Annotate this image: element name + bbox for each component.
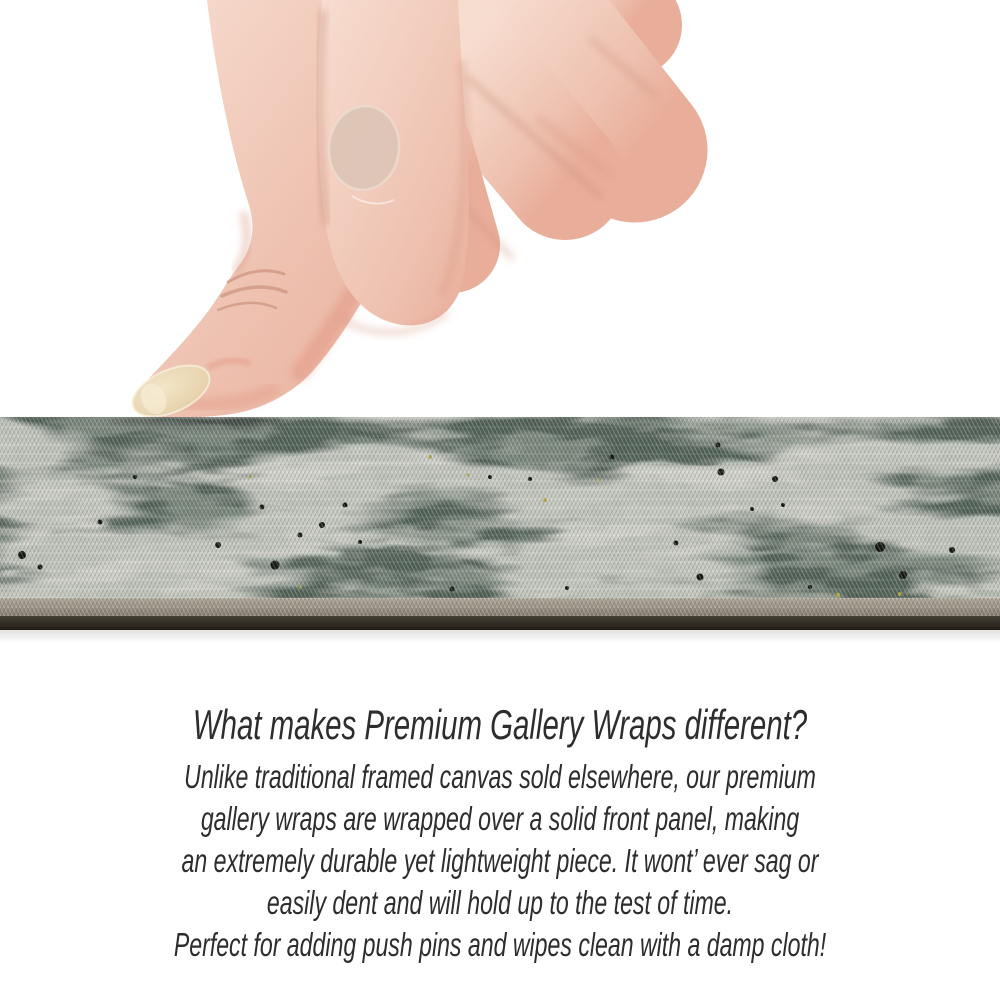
info-heading: What makes Premium Gallery Wraps different? xyxy=(192,701,808,748)
hand-thumb-press-photo xyxy=(0,0,1000,420)
canvas-roll-edge xyxy=(0,598,1000,616)
info-line-5: Perfect for adding push pins and wipes clean with a damp cloth! xyxy=(173,926,827,963)
info-line-2: gallery wraps are wrapped over a solid front panel, making xyxy=(200,800,800,837)
info-line-3: an extremely durable yet lightweight piece. It wont’ ever sag or xyxy=(181,842,819,879)
info-text-block xyxy=(150,700,850,966)
info-line-4: easily dent and will hold up to the test of time. xyxy=(266,884,734,921)
info-line-1: Unlike traditional framed canvas sold elsewhere, our premium xyxy=(184,758,816,795)
panel-dark-edge xyxy=(0,616,1000,630)
canvas-strip-photo xyxy=(0,417,1000,643)
strip-drop-shadow xyxy=(0,630,1000,643)
